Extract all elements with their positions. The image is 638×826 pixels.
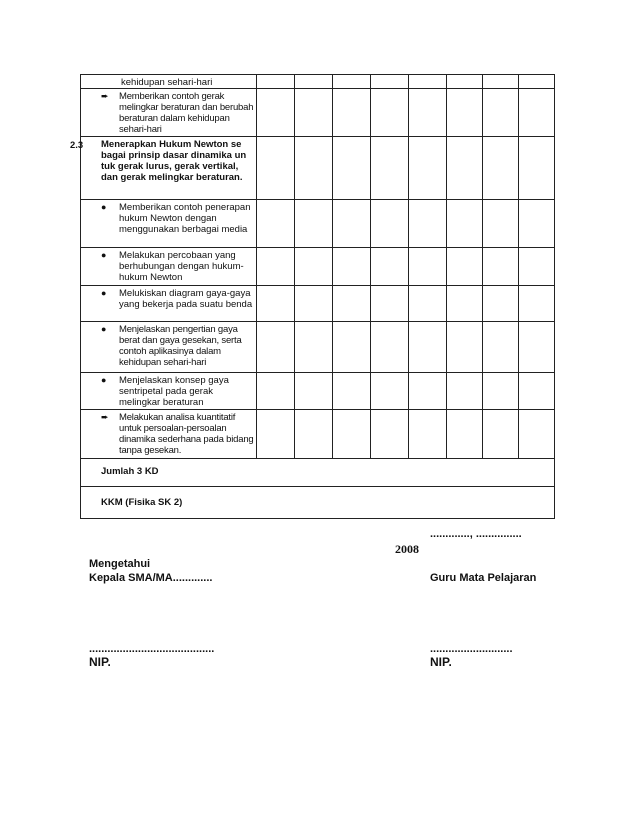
indicator-cell xyxy=(81,89,257,137)
row-text: Memberikan contoh gerak melingkar beraturan dan berubah beraturan dalam kehidupan sehari-hari xyxy=(119,91,254,135)
table-row xyxy=(81,248,555,286)
table-row xyxy=(81,200,555,248)
arrow-bullet-icon: ➨ xyxy=(101,412,109,422)
kd-cell xyxy=(70,137,257,200)
table-row xyxy=(81,137,555,200)
row-text: Melakukan percobaan yang berhubungan dengan hukum-hukum Newton xyxy=(119,250,244,283)
jumlah-label: Jumlah 3 KD xyxy=(81,459,555,487)
place-date-line: ............., ............... xyxy=(430,528,522,540)
right-signature-line: ........................... xyxy=(430,643,513,655)
guru-label: Guru Mata Pelajaran xyxy=(430,572,537,584)
nip-left-label: NIP. xyxy=(89,655,111,669)
kd-number: 2.3 xyxy=(70,139,84,150)
dot-bullet-icon: ● xyxy=(101,375,107,385)
jumlah-row xyxy=(81,459,555,487)
row-text: Melukiskan diagram gaya-gaya yang bekerja pada suatu benda xyxy=(119,288,253,310)
indicator-cell xyxy=(81,410,257,459)
dot-bullet-icon: ● xyxy=(101,324,107,334)
arrow-bullet-icon: ➨ xyxy=(101,91,109,101)
table-row xyxy=(81,373,555,410)
indicator-cell xyxy=(81,373,257,410)
kd-text: Menerapkan Hukum Newton se bagai prinsip dasar dinamika un tuk gerak lurus, gerak vertikal, dan gerak melingkar beraturan. xyxy=(101,139,247,183)
dot-bullet-icon: ● xyxy=(101,288,107,298)
table-row xyxy=(81,322,555,373)
kkm-row xyxy=(81,487,555,519)
row-text: Menjelaskan pengertian gaya berat dan gaya gesekan, serta contoh aplikasinya dalam kehidupan sehari-hari xyxy=(119,324,242,368)
indicator-cell xyxy=(81,248,257,286)
table-row xyxy=(81,286,555,322)
left-signature-line: ......................................... xyxy=(89,643,215,655)
dot-bullet-icon: ● xyxy=(101,250,107,260)
mengetahui-label: Mengetahui xyxy=(89,558,151,570)
row-text: kehidupan sehari-hari xyxy=(81,75,257,89)
table-row xyxy=(81,410,555,459)
kkm-label: KKM (Fisika SK 2) xyxy=(81,487,555,519)
indicator-cell xyxy=(81,286,257,322)
row-text: Memberikan contoh penerapan hukum Newton dengan menggunakan berbagai media xyxy=(119,202,251,235)
row-text: Melakukan analisa kuantitatif untuk persoalan-persoalan dinamika sederhana pada bidang tanpa gesekan. xyxy=(119,412,254,456)
dot-bullet-icon: ● xyxy=(101,202,107,212)
nip-right-label: NIP. xyxy=(430,655,452,669)
year-label: 2008 xyxy=(395,542,419,556)
row-text: Menjelaskan konsep gaya sentripetal pada gerak melingkar beraturan xyxy=(119,375,229,408)
indicator-cell xyxy=(81,322,257,373)
kepala-label: Kepala SMA/MA............. xyxy=(89,572,213,584)
table-row xyxy=(81,89,555,137)
competency-table xyxy=(70,74,555,519)
table-row xyxy=(81,75,555,89)
indicator-cell xyxy=(81,200,257,248)
